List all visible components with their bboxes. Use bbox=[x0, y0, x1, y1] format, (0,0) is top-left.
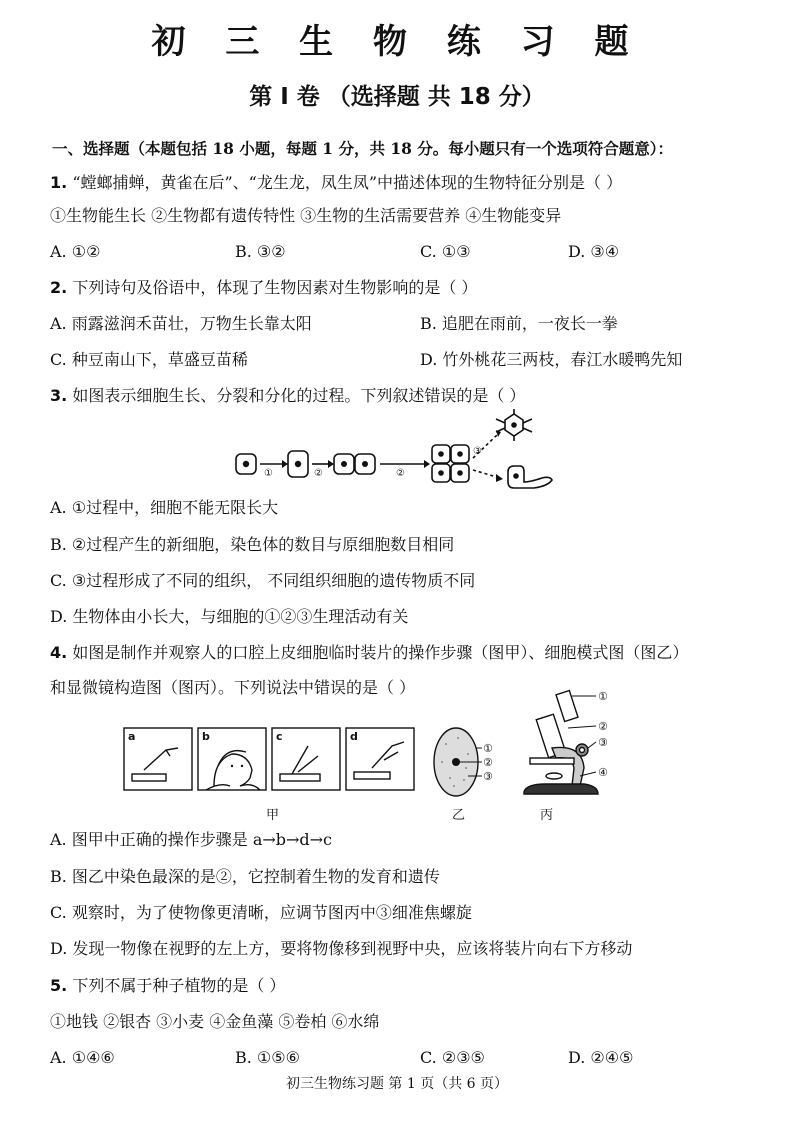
question-stem: 下列诗句及俗语中，体现了生物因素对生物影响的是（ ） bbox=[72, 278, 478, 297]
option-a: A. ①④⑥ bbox=[50, 1048, 115, 1067]
option-c: C. ③过程形成了不同的组织， 不同组织细胞的遗传物质不同 bbox=[50, 571, 476, 590]
question-4-stem-continued: 和显微镜构造图（图丙）。下列说法中错误的是（ ） bbox=[50, 678, 416, 697]
question-stem: 如图表示细胞生长、分裂和分化的过程。下列叙述错误的是（ ） bbox=[72, 386, 526, 405]
option-d: D. 发现一物像在视野的左上方，要将物像移到视野中央，应该将装片向右下方移动 bbox=[50, 939, 633, 958]
question-2 bbox=[50, 277, 477, 299]
question-number: 5. bbox=[50, 976, 68, 995]
option-c: C. ①③ bbox=[420, 242, 471, 261]
cell-label: ② bbox=[483, 756, 493, 769]
slide-steps-figure bbox=[122, 726, 422, 796]
scope-label: ③ bbox=[598, 736, 608, 749]
step-label: b bbox=[202, 730, 210, 743]
step-label: c bbox=[276, 730, 283, 743]
cell-label: ③ bbox=[483, 770, 493, 783]
step-label: a bbox=[128, 730, 136, 743]
question-stem: 如图是制作并观察人的口腔上皮细胞临时装片的操作步骤（图甲）、细胞模式图（图乙） bbox=[72, 643, 689, 662]
question-1-statements: ①生物能生长 ②生物都有遗传特性 ③生物的生活需要营养 ④生物能变异 bbox=[50, 206, 562, 225]
question-1 bbox=[50, 172, 622, 194]
diagram-label: ① bbox=[264, 468, 273, 479]
option-b: B. ②过程产生的新细胞，染色体的数目与原细胞数目相同 bbox=[50, 535, 455, 554]
diagram-label: ③ bbox=[473, 446, 482, 457]
scope-label: ④ bbox=[598, 766, 608, 779]
scope-label: ② bbox=[598, 720, 608, 733]
volume-title: 第 Ⅰ 卷 （选择题 共 18 分） bbox=[249, 84, 545, 110]
option-a: A. 雨露滋润禾苗壮，万物生长靠太阳 bbox=[50, 314, 312, 333]
option-a: A. ①过程中，细胞不能无限长大 bbox=[50, 498, 279, 517]
question-number: 3. bbox=[50, 386, 68, 405]
scope-label: ① bbox=[598, 690, 608, 703]
cell-label: ① bbox=[483, 742, 493, 755]
question-stem: 下列不属于种子植物的是（ ） bbox=[72, 976, 286, 995]
section-heading: 一、选择题（本题包括 18 小题，每题 1 分，共 18 分。每小题只有一个选项符合题意）： bbox=[52, 139, 674, 158]
option-b: B. 图乙中染色最深的是②，它控制着生物的发育和遗传 bbox=[50, 867, 440, 886]
page-title: 初 三 生 物 练 习 题 bbox=[151, 22, 643, 62]
option-c: C. ②③⑤ bbox=[420, 1048, 485, 1067]
question-4 bbox=[50, 642, 688, 664]
option-a: A. ①② bbox=[50, 242, 101, 261]
question-3 bbox=[50, 385, 525, 407]
option-c: C. 观察时，为了使物像更清晰，应调节图丙中③细准焦螺旋 bbox=[50, 903, 472, 922]
question-number: 2. bbox=[50, 278, 68, 297]
question-number: 4. bbox=[50, 643, 68, 662]
question-number: 1. bbox=[50, 173, 68, 192]
option-c: C. 种豆南山下，草盛豆苗稀 bbox=[50, 350, 248, 369]
cell-process-diagram bbox=[230, 408, 570, 500]
question-5-statements: ①地钱 ②银杏 ③小麦 ④金鱼藻 ⑤卷柏 ⑥水绵 bbox=[50, 1012, 380, 1031]
question-5 bbox=[50, 975, 285, 997]
option-b: B. ①⑤⑥ bbox=[235, 1048, 300, 1067]
option-d: D. 竹外桃花三两枝，春江水暖鸭先知 bbox=[420, 350, 683, 369]
figure-caption-yi: 乙 bbox=[452, 808, 466, 823]
page-footer: 初三生物练习题 第 1 页（共 6 页） bbox=[285, 1076, 509, 1092]
microscope-figure bbox=[512, 688, 622, 804]
option-b: B. ③② bbox=[235, 242, 286, 261]
diagram-label: ② bbox=[314, 468, 323, 479]
option-d: D. ③④ bbox=[568, 242, 620, 261]
question-stem: “螳螂捕蝉，黄雀在后”、“龙生龙，凤生凤”中描述体现的生物特征分别是（ ） bbox=[72, 173, 623, 192]
cheek-cell-figure bbox=[428, 724, 498, 800]
option-a: A. 图甲中正确的操作步骤是 a→b→d→c bbox=[50, 830, 333, 849]
figure-caption-bing: 丙 bbox=[540, 808, 554, 823]
diagram-label: ② bbox=[396, 468, 405, 479]
option-d: D. ②④⑤ bbox=[568, 1048, 634, 1067]
step-label: d bbox=[350, 730, 358, 743]
figure-caption-jia: 甲 bbox=[266, 808, 280, 823]
option-d: D. 生物体由小长大，与细胞的①②③生理活动有关 bbox=[50, 607, 409, 626]
option-b: B. 追肥在雨前，一夜长一拳 bbox=[420, 314, 618, 333]
